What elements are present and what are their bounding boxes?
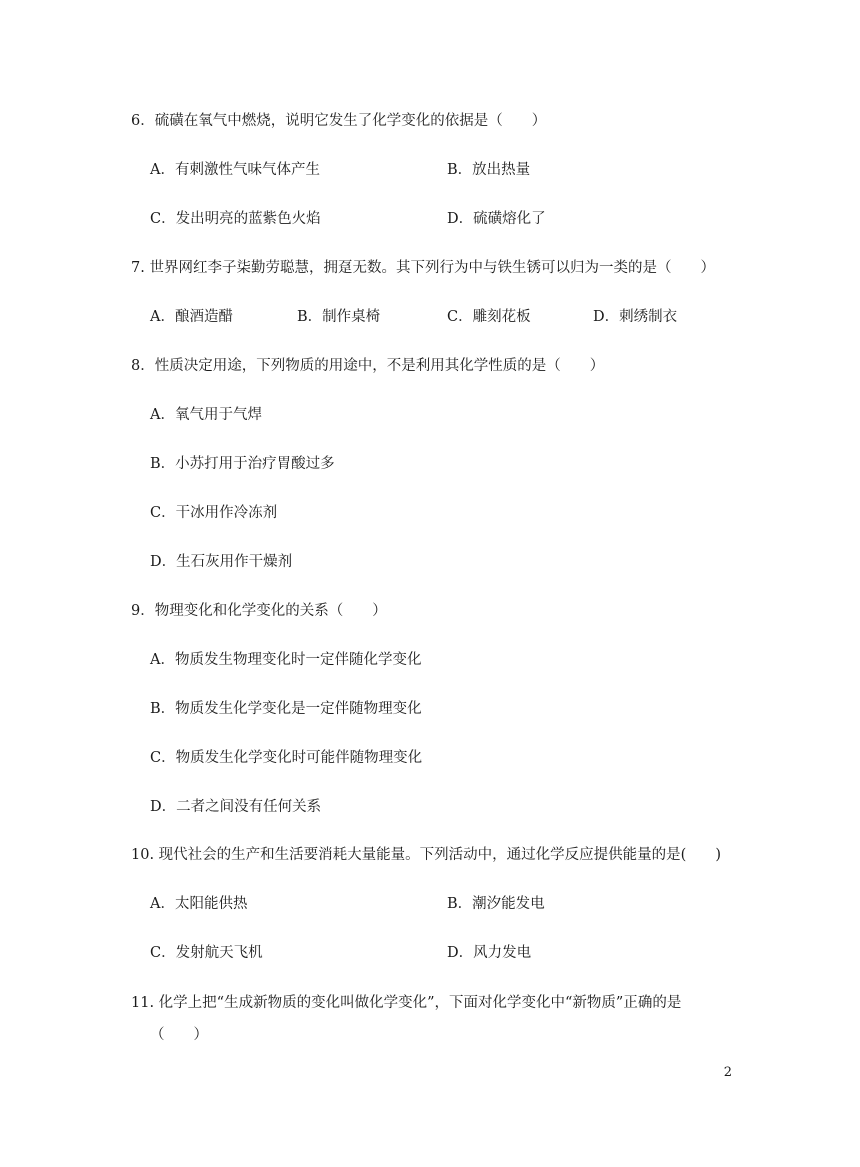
question-10-stem: 10. 现代社会的生产和生活要消耗大量能量。下列活动中，通过化学反应提供能量的是( ) (131, 847, 721, 863)
question-6-stem: 6．硫磺在氧气中燃烧，说明它发生了化学变化的依据是（ ） (131, 113, 547, 129)
question-9-stem: 9．物理变化和化学变化的关系（ ） (131, 603, 387, 619)
question-9-option-a: A．物质发生物理变化时一定伴随化学变化 (150, 652, 422, 668)
question-6-option-b: B．放出热量 (447, 162, 531, 178)
question-7-stem: 7. 世界网红李子柒勤劳聪慧，拥趸无数。其下列行为中与铁生锈可以归为一类的是（ ） (131, 260, 715, 276)
question-10-option-b: B．潮汐能发电 (447, 896, 545, 912)
question-9-option-c: C．物质发生化学变化时可能伴随物理变化 (150, 750, 423, 766)
question-10-option-a: A．太阳能供热 (150, 896, 248, 912)
question-8-stem: 8．性质决定用途，下列物质的用途中，不是利用其化学性质的是（ ） (131, 358, 605, 374)
question-7-option-b: B．制作桌椅 (297, 309, 381, 325)
question-8-option-a: A．氧气用于气焊 (150, 407, 262, 423)
question-6-option-d: D．硫磺熔化了 (447, 211, 546, 227)
question-8-option-d: D．生石灰用作干燥剂 (150, 554, 293, 570)
question-7-option-d: D．刺绣制衣 (593, 309, 678, 325)
question-6-option-c: C．发出明亮的蓝紫色火焰 (150, 211, 321, 227)
question-8-option-c: C．干冰用作冷冻剂 (150, 505, 278, 521)
question-7-option-c: C．雕刻花板 (447, 309, 531, 325)
question-11-stem-continuation: （ ） (150, 1027, 208, 1043)
question-11-stem: 11. 化学上把“生成新物质的变化叫做化学变化”，下面对化学变化中“新物质”正确的是 (131, 995, 682, 1011)
page-number: 2 (723, 1065, 732, 1080)
question-9-option-d: D．二者之间没有任何关系 (150, 799, 322, 815)
question-9-option-b: B．物质发生化学变化是一定伴随物理变化 (150, 701, 422, 717)
question-7-option-a: A．酿酒造醋 (150, 309, 233, 325)
question-8-option-b: B．小苏打用于治疗胃酸过多 (150, 456, 335, 472)
question-10-option-d: D．风力发电 (447, 945, 532, 961)
question-10-option-c: C．发射航天飞机 (150, 945, 263, 961)
question-6-option-a: A．有刺激性气味气体产生 (150, 162, 320, 178)
